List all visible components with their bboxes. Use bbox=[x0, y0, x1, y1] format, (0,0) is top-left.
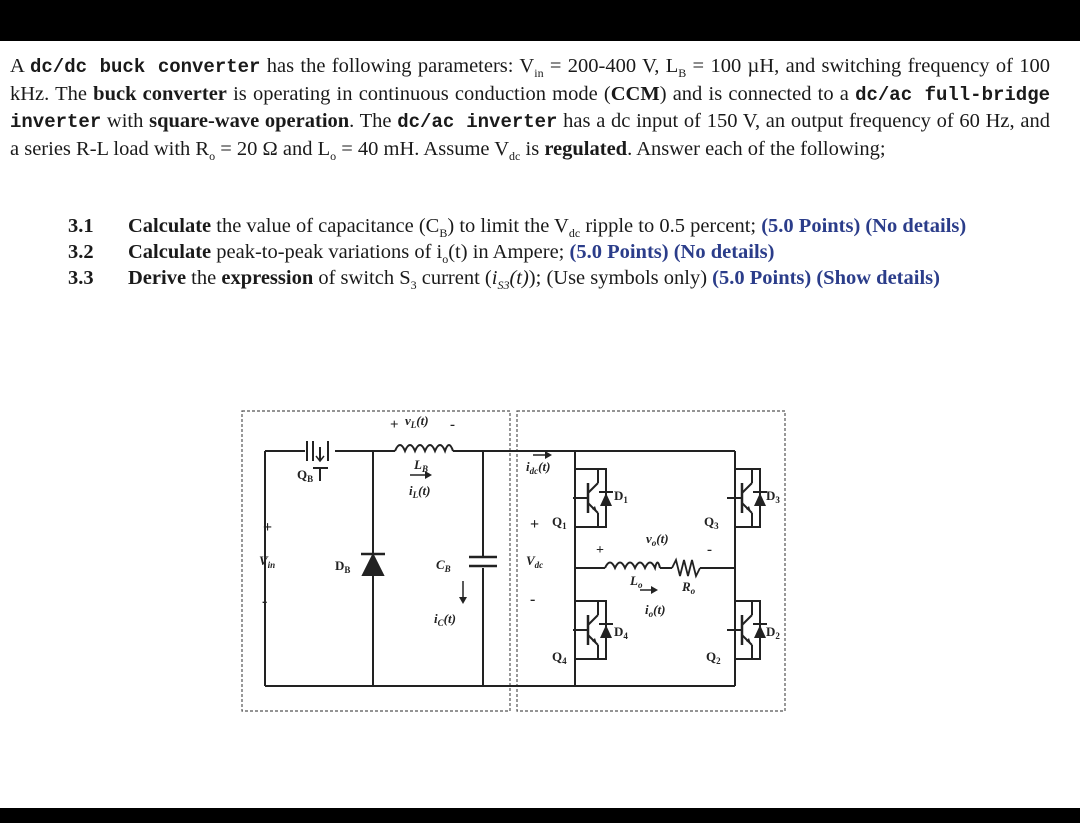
text: A bbox=[10, 55, 30, 77]
question-number: 3.2 bbox=[68, 241, 94, 263]
db-label: $D_B$ bbox=[335, 558, 351, 575]
bold-term: regulated bbox=[544, 137, 628, 160]
d4-label: $D_4$ bbox=[614, 624, 628, 641]
document-page bbox=[0, 41, 1080, 808]
subscript: o bbox=[330, 148, 337, 163]
cb-label: $C_B$ bbox=[436, 557, 451, 574]
subscript: B bbox=[439, 226, 448, 241]
text: is operating in continuous conduction mode ( bbox=[226, 82, 611, 105]
text: = 100 µH, and switching frequency of 100 kHz. The bbox=[10, 55, 1050, 105]
diode-d4-symbol bbox=[598, 601, 613, 659]
diode-db-symbol bbox=[361, 554, 385, 575]
text: has the following parameters: V bbox=[260, 55, 535, 77]
capacitor-cb-symbol bbox=[469, 556, 497, 568]
subscript: o bbox=[442, 252, 449, 267]
io-label: $i_o(t)$ bbox=[645, 602, 666, 619]
text: = 40 mH. Assume V bbox=[336, 137, 510, 160]
q4-label: $Q_4$ bbox=[552, 649, 567, 666]
text: ); (Use symbols only) bbox=[528, 267, 713, 289]
text: the value of capacitance (C bbox=[211, 215, 440, 237]
d1-label: $D_1$ bbox=[614, 488, 628, 505]
text: = 200-400 V, L bbox=[543, 55, 679, 77]
vl-minus: - bbox=[450, 417, 455, 433]
bold-term: buck converter bbox=[93, 82, 227, 105]
io-arrow bbox=[640, 586, 658, 594]
lb-label: $L_B$ bbox=[414, 457, 428, 474]
text: peak-to-peak variations of i bbox=[211, 241, 443, 263]
diode-d2-symbol bbox=[752, 601, 767, 659]
lo-label: $L_o$ bbox=[630, 573, 643, 590]
points: (5.0 Points) (No details) bbox=[761, 215, 967, 237]
resistor-ro-symbol bbox=[672, 560, 700, 576]
switch-q3-symbol bbox=[727, 469, 752, 527]
vl-label: $v_L(t)$ bbox=[405, 413, 429, 430]
text: ) and is connected to a bbox=[659, 82, 856, 105]
bold-term: Calculate bbox=[128, 215, 212, 237]
text: the bbox=[186, 267, 222, 289]
bold-term: dc/ac full-bridge inverter bbox=[10, 83, 1050, 133]
diode-d1-symbol bbox=[598, 469, 613, 527]
subscript: dc bbox=[509, 148, 521, 163]
inductor-lb-symbol bbox=[395, 445, 453, 451]
bold-term: Derive bbox=[128, 267, 187, 289]
q1-label: $Q_1$ bbox=[552, 514, 567, 531]
qb-label: $Q_B$ bbox=[297, 467, 314, 484]
bold-term: expression bbox=[221, 267, 314, 289]
subscript: dc bbox=[568, 226, 581, 241]
d2-label: $D_2$ bbox=[766, 624, 780, 641]
bold-term: dc/dc buck converter bbox=[30, 56, 261, 78]
text: (t) in Ampere; bbox=[448, 241, 570, 263]
subscript: o bbox=[209, 148, 216, 163]
q3-label: $Q_3$ bbox=[704, 514, 719, 531]
circuit-diagram bbox=[0, 41, 1080, 808]
bold-term: CCM bbox=[610, 82, 660, 105]
points: (5.0 Points) (No details) bbox=[569, 241, 775, 263]
vdc-label: $V_{dc}$ bbox=[526, 553, 544, 570]
idc-arrow bbox=[533, 451, 552, 459]
text: ) to limit the V bbox=[447, 215, 569, 237]
vl-plus: + bbox=[390, 417, 399, 433]
text: of switch S bbox=[313, 267, 411, 289]
q2-label: $Q_2$ bbox=[706, 649, 721, 666]
italic-symbol: (t) bbox=[509, 267, 529, 289]
text: . The bbox=[349, 110, 398, 132]
text: = 20 Ω and L bbox=[215, 137, 331, 160]
question-number: 3.3 bbox=[68, 267, 94, 289]
bold-term: square-wave operation bbox=[149, 110, 350, 132]
text: . Answer each of the following; bbox=[627, 137, 886, 160]
text: with bbox=[101, 110, 150, 132]
switch-q1-symbol bbox=[573, 469, 598, 527]
vin-plus: + bbox=[263, 519, 273, 536]
text: is bbox=[520, 137, 545, 160]
bold-term: dc/ac inverter bbox=[397, 111, 558, 133]
switch-q2-symbol bbox=[727, 601, 752, 659]
vin-label: $V_{in}$ bbox=[259, 553, 276, 570]
vo-plus: + bbox=[596, 543, 604, 558]
subscript: S3 bbox=[497, 278, 510, 293]
ro-label: $R_o$ bbox=[682, 579, 696, 596]
text: current ( bbox=[416, 267, 492, 289]
inverter-box bbox=[517, 411, 785, 711]
text: has a dc input of 150 V, an output frequency of 60 Hz, and a series R-L load with R bbox=[10, 110, 1050, 160]
subscript: B bbox=[678, 66, 687, 81]
idc-label: $i_{dc}(t)$ bbox=[526, 459, 551, 476]
d3-label: $D_3$ bbox=[766, 488, 780, 505]
switch-q4-symbol bbox=[573, 601, 598, 659]
ic-label: $i_C(t)$ bbox=[434, 611, 456, 628]
vo-label: $v_o(t)$ bbox=[646, 531, 669, 548]
inductor-lo-symbol bbox=[605, 563, 660, 569]
vdc-plus: + bbox=[530, 516, 540, 533]
vo-minus: - bbox=[707, 542, 712, 558]
question-number: 3.1 bbox=[68, 215, 94, 237]
text: ripple to 0.5 percent; bbox=[580, 215, 762, 237]
subscript: 3 bbox=[410, 278, 417, 293]
vin-minus: - bbox=[262, 593, 268, 610]
il-label: $i_L(t)$ bbox=[409, 483, 431, 500]
bold-term: Calculate bbox=[128, 241, 212, 263]
points: (5.0 Points) (Show details) bbox=[712, 267, 940, 289]
italic-symbol: i bbox=[491, 267, 498, 289]
ic-arrow bbox=[459, 581, 467, 604]
subscript: in bbox=[534, 66, 544, 81]
diode-d3-symbol bbox=[752, 469, 767, 527]
vdc-minus: - bbox=[530, 591, 536, 608]
